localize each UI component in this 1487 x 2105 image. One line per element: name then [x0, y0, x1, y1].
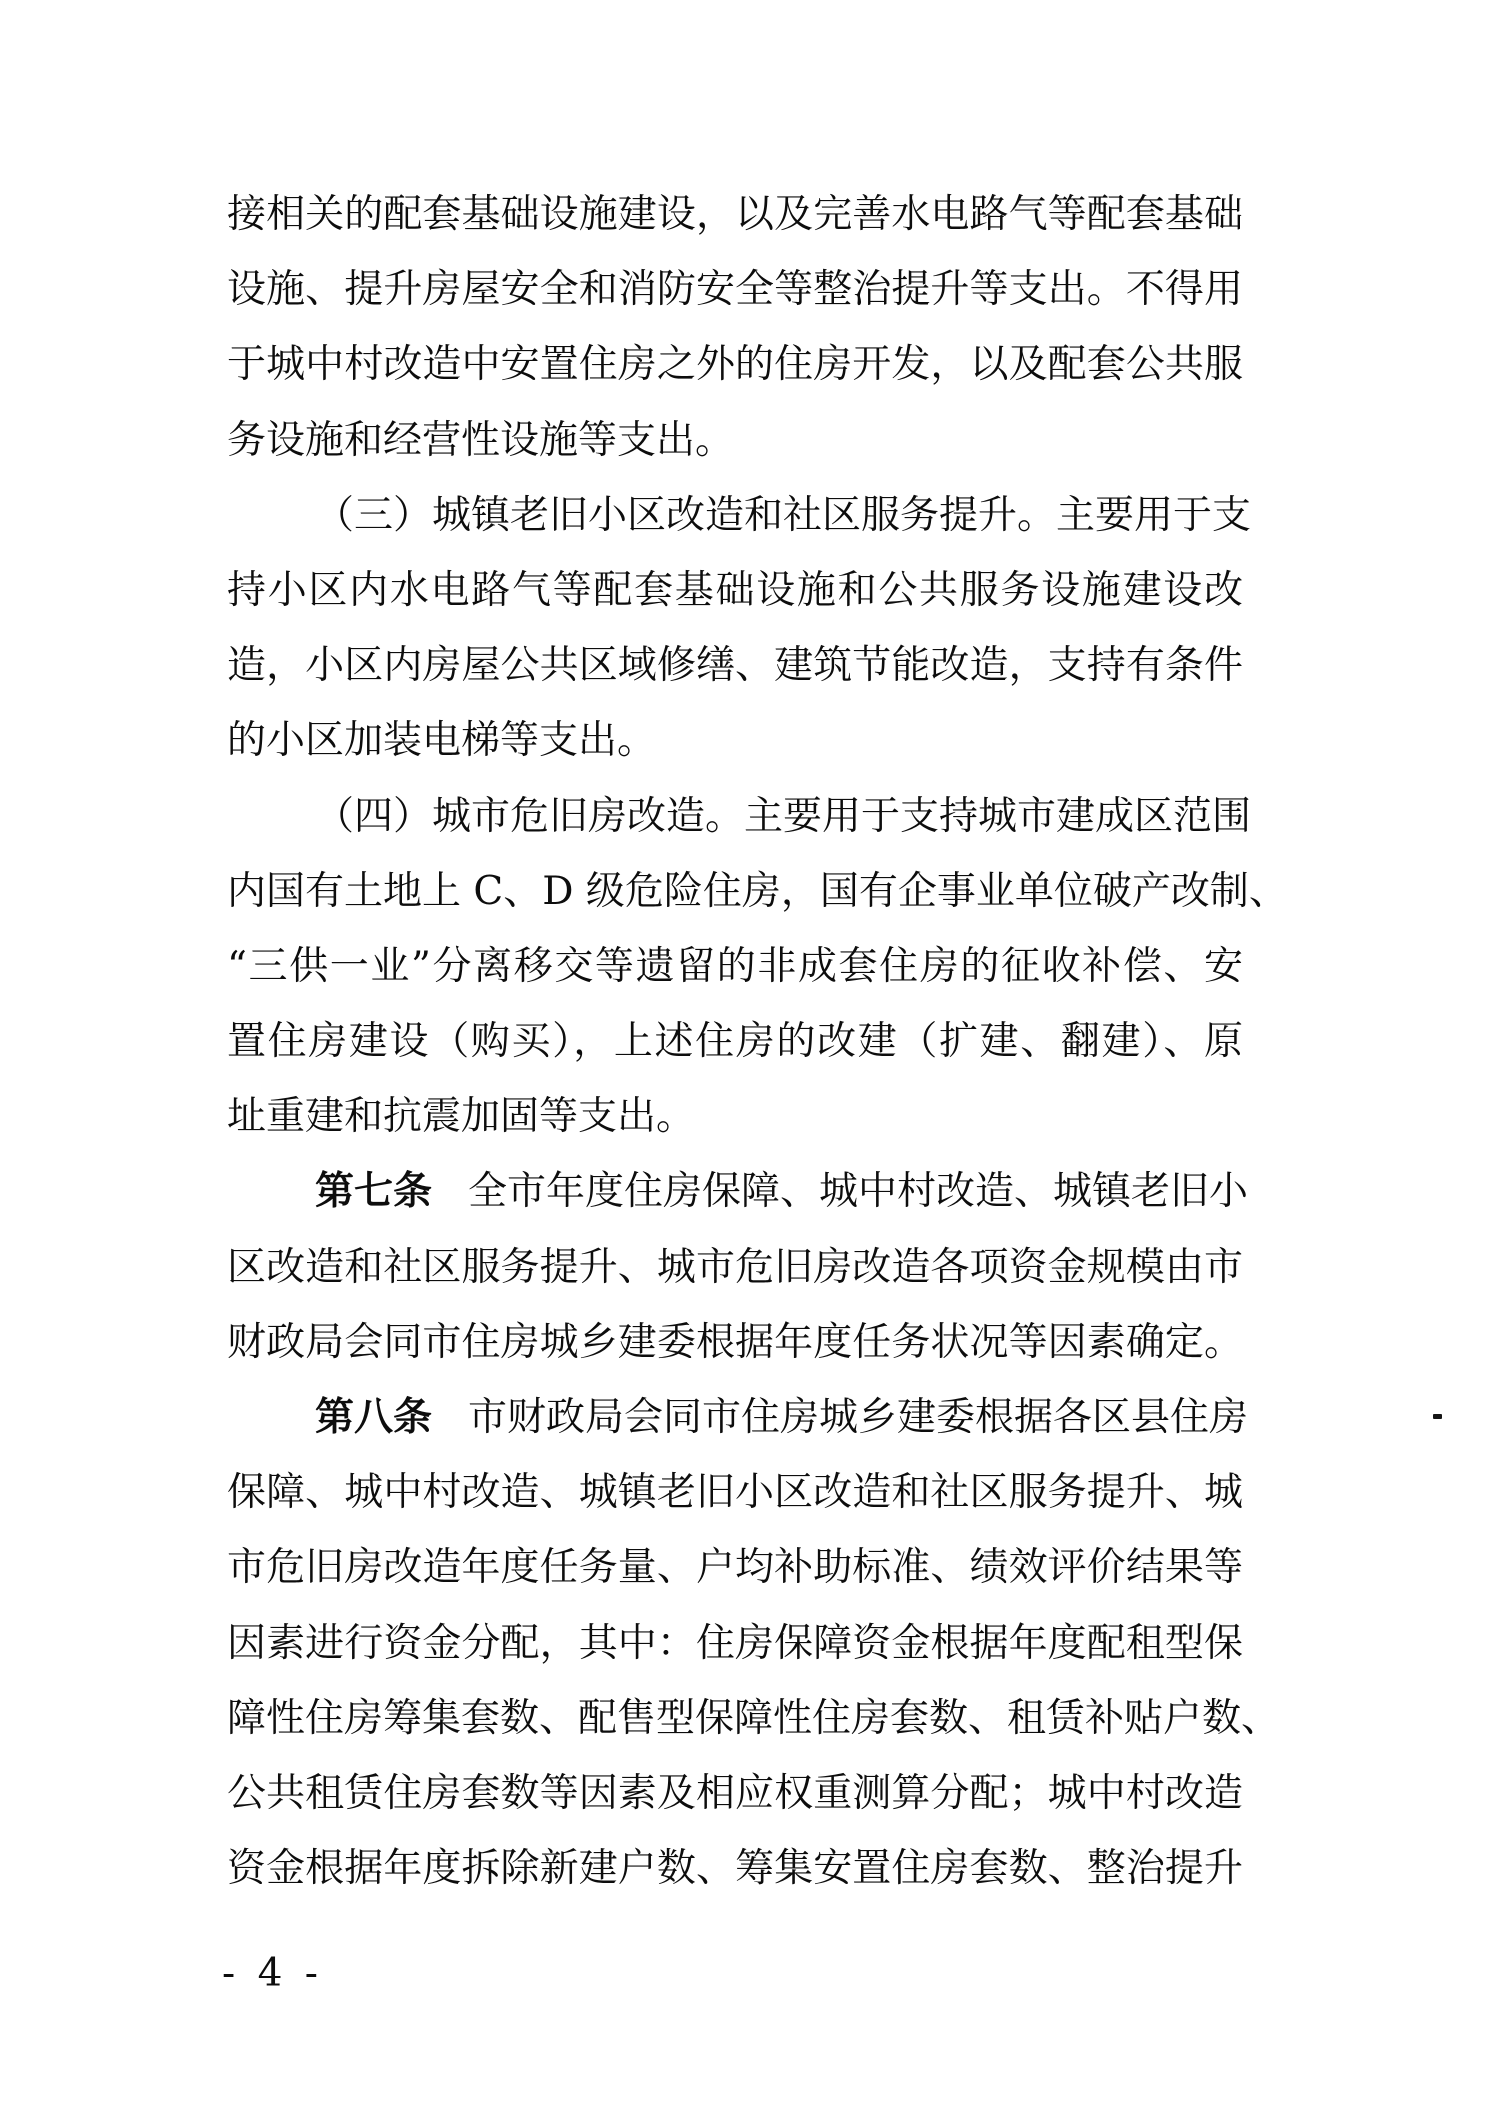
text-line	[227, 1079, 1243, 1154]
line-text: 的小区加装电梯等支出。	[227, 718, 657, 764]
text-line	[227, 252, 1243, 327]
text-line	[227, 1606, 1243, 1681]
text-line	[227, 1455, 1243, 1530]
line-text: 资金根据年度拆除新建户数、筹集安置住房套数、整治提升	[227, 1846, 1243, 1892]
article-number: 第七条	[315, 1168, 433, 1215]
text-line	[227, 553, 1243, 628]
line-text: 置住房建设（购买），上述住房的改建（扩建、翻建）、原	[227, 1019, 1243, 1065]
line-text: 公共租赁住房套数等因素及相应权重测算分配；城中村改造	[227, 1770, 1243, 1816]
line-text: 市危旧房改造年度任务量、户均补助标准、绩效评价结果等	[227, 1545, 1243, 1591]
line-text: 因素进行资金分配，其中：住房保障资金根据年度配租型保	[227, 1620, 1243, 1666]
text-line	[227, 628, 1243, 703]
line-text: 内国有土地上 C、D 级危险住房，国有企事业单位破产改制、	[227, 868, 1288, 914]
line-text: （四）城市危旧房改造。主要用于支持城市建成区范围	[315, 793, 1252, 839]
line-text: 区改造和社区服务提升、城市危旧房改造各项资金规模由市	[227, 1244, 1243, 1290]
text-line-paragraph-start	[227, 478, 1252, 553]
text-line	[227, 1004, 1243, 1079]
line-text: 障性住房筹集套数、配售型保障性住房套数、租赁补贴户数、	[227, 1695, 1281, 1741]
document-body	[227, 177, 1288, 1906]
page-number: - 4 -	[222, 1951, 323, 1996]
line-text: 财政局会同市住房城乡建委根据年度任务状况等因素确定。	[227, 1319, 1243, 1365]
line-text: 市财政局会同市住房城乡建委根据各区县住房	[468, 1395, 1249, 1440]
text-line	[227, 929, 1243, 1004]
line-text: 接相关的配套基础设施建设，以及完善水电路气等配套基础	[227, 192, 1243, 237]
text-line-paragraph-start	[227, 779, 1252, 854]
line-text: 全市年度住房保障、城中村改造、城镇老旧小	[468, 1169, 1249, 1215]
article-number: 第八条	[315, 1394, 433, 1440]
text-line	[227, 327, 1243, 402]
line-text: 造，小区内房屋公共区域修缮、建筑节能改造，支持有条件	[227, 643, 1243, 689]
line-text: 于城中村改造中安置住房之外的住房开发，以及配套公共服	[227, 342, 1243, 388]
text-line	[227, 1756, 1243, 1831]
text-line	[227, 1831, 1243, 1906]
text-line	[227, 1230, 1243, 1305]
line-text: 持小区内水电路气等配套基础设施和公共服务设施建设改	[227, 567, 1243, 613]
text-line-article-7	[227, 1154, 1249, 1229]
scan-artifact	[1433, 1414, 1442, 1419]
line-text: 务设施和经营性设施等支出。	[227, 417, 735, 463]
text-line	[227, 703, 1243, 778]
text-line	[227, 1305, 1243, 1380]
text-line-article-8	[227, 1380, 1249, 1455]
line-text: （三）城镇老旧小区改造和社区服务提升。主要用于支	[315, 492, 1252, 538]
text-line	[227, 1530, 1243, 1605]
line-text: 址重建和抗震加固等支出。	[227, 1094, 696, 1140]
line-text: 保障、城中村改造、城镇老旧小区改造和社区服务提升、城	[227, 1470, 1243, 1516]
text-line	[227, 854, 1288, 929]
text-line	[227, 403, 1243, 478]
text-line	[227, 177, 1243, 252]
line-text: 设施、提升房屋安全和消防安全等整治提升等支出。不得用	[227, 267, 1243, 313]
line-text: “三供一业”分离移交等遗留的非成套住房的征收补偿、安	[227, 943, 1243, 989]
text-line	[227, 1681, 1281, 1756]
